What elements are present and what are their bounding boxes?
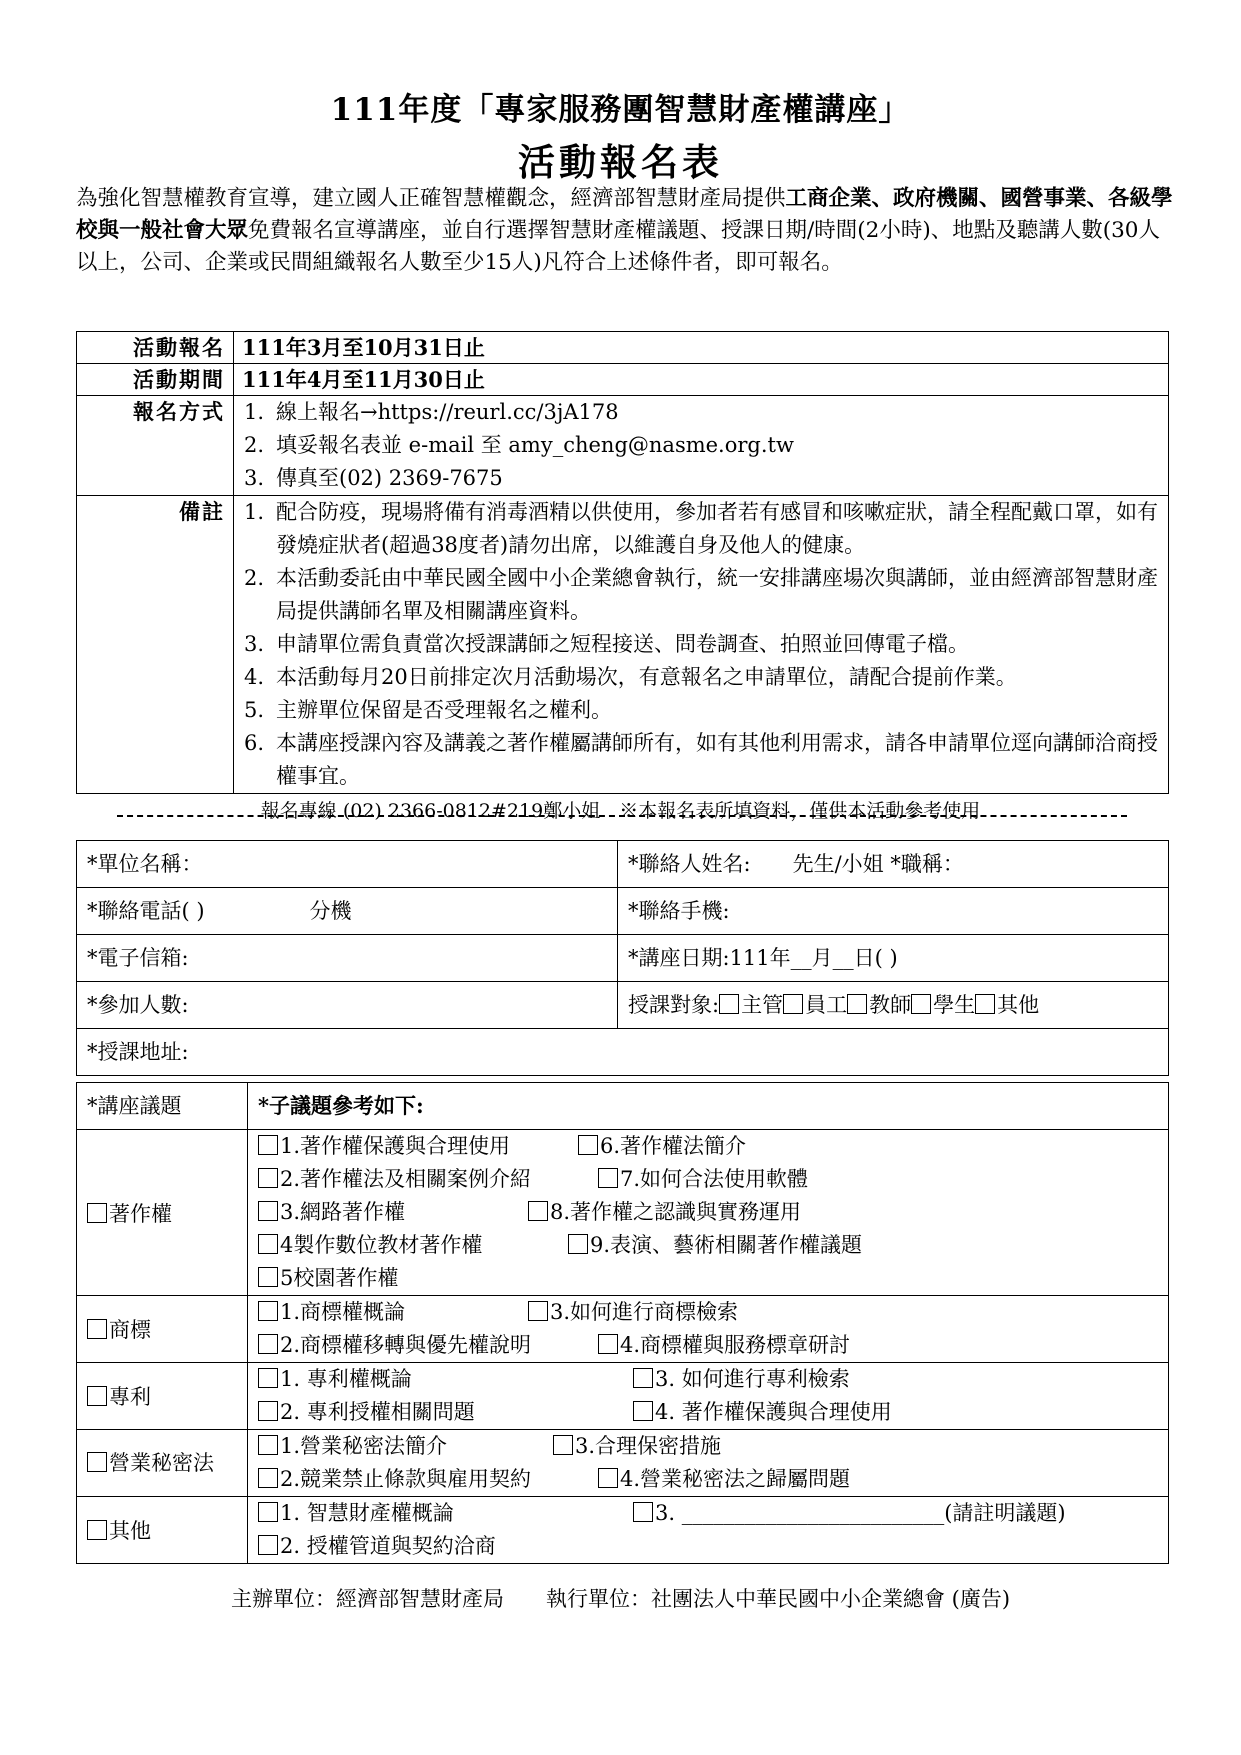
subtopic-row: 4製作數位教材著作權 9.表演、藝術相關著作權議題 (258, 1229, 1168, 1262)
people-field[interactable]: *參加人數: (77, 982, 618, 1029)
subtopics-patent (248, 1363, 1169, 1430)
address-field[interactable]: *授課地址: (77, 1029, 1169, 1076)
subtopic-row: 2. 專利授權相關問題 4. 著作權保護與合理使用 (258, 1396, 1168, 1429)
subtopic-checkbox[interactable] (528, 1301, 548, 1321)
subtopic-checkbox[interactable] (258, 1301, 278, 1321)
subtopic-row: 2. 授權管道與契約洽商 (258, 1530, 1168, 1563)
topics-header-left: *講座議題 (77, 1083, 248, 1130)
applicant-form-table (76, 840, 1169, 1076)
topics-table (76, 1082, 1169, 1564)
subtopic-checkbox[interactable] (633, 1401, 653, 1421)
subtopics-copyright (248, 1130, 1169, 1296)
period-label: 活動期間 (77, 364, 234, 396)
audience-option: 學生 (933, 993, 976, 1017)
subtopic-checkbox[interactable] (598, 1468, 618, 1488)
subtopic-row: 1.營業秘密法簡介 3.合理保密措施 (258, 1430, 1168, 1463)
method-item: 2. 填妥報名表並 e-mail 至 amy_cheng@nasme.org.tw (244, 433, 794, 457)
notes-label: 備註 (77, 496, 234, 794)
subtopic-row: 5校園著作權 (258, 1262, 1168, 1295)
subtopic-row: 2.著作權法及相關案例介紹 7.如何合法使用軟體 (258, 1163, 1168, 1196)
title-line-1: 111年度「專家服務團智慧財產權講座」 (330, 92, 911, 128)
audience-checkbox[interactable] (847, 994, 867, 1014)
subtopic-checkbox[interactable] (633, 1368, 653, 1388)
period-value: 111年4月至11月30日止 (234, 364, 1169, 396)
intro-paragraph (76, 183, 1174, 279)
note-item: 6. 本講座授課內容及講義之著作權屬講師所有，如有其他利用需求，請各申請單位逕向講師洽商授權事宜。 (244, 731, 1158, 788)
subtopic-checkbox[interactable] (553, 1435, 573, 1455)
subtopic-checkbox[interactable] (258, 1267, 278, 1287)
category-trade-secret: 營業秘密法 (77, 1430, 248, 1497)
subtopic-checkbox[interactable] (258, 1334, 278, 1354)
category-checkbox[interactable] (87, 1520, 107, 1540)
method-item: 3. 傳真至(02) 2369-7675 (244, 466, 503, 490)
audience-checkbox[interactable] (911, 994, 931, 1014)
subtopic-checkbox[interactable] (578, 1135, 598, 1155)
subtopics-other (248, 1497, 1169, 1564)
subtopic-row: 2.競業禁止條款與雇用契約 4.營業秘密法之歸屬問題 (258, 1463, 1168, 1496)
mobile-field[interactable]: *聯絡手機: (618, 888, 1169, 935)
subtopic-checkbox[interactable] (258, 1201, 278, 1221)
note-item: 4. 本活動每月20日前排定次月活動場次，有意報名之申請單位，請配合提前作業。 (244, 665, 1017, 689)
category-trademark: 商標 (77, 1296, 248, 1363)
footer-organizers: 主辦單位：經濟部智慧財產局 執行單位：社團法人中華民國中小企業總會 (廣告) (230, 1587, 1011, 1611)
audience-option: 員工 (805, 993, 848, 1017)
reg-label: 活動報名 (77, 332, 234, 364)
email-field[interactable]: *電子信箱: (77, 935, 618, 982)
category-other: 其他 (77, 1497, 248, 1564)
subtopic-checkbox[interactable] (528, 1201, 548, 1221)
intro-text-2: 免費報名宣導講座，並自行選擇智慧財產權議題、授課日期/時間(2小時)、地點及聽講人數(30人以上，公司、企業或民間組織報名人數至少15人)凡符合上述條件者，即可報名。 (76, 218, 1160, 275)
phone-field[interactable]: *聯絡電話( ) 分機 (77, 888, 618, 935)
subtopic-row: 1.商標權概論 3.如何進行商標檢索 (258, 1296, 1168, 1329)
subtopic-checkbox[interactable] (258, 1435, 278, 1455)
reg-value: 111年3月至10月31日止 (234, 332, 1169, 364)
subtopic-row: 1. 專利權概論 3. 如何進行專利檢索 (258, 1363, 1168, 1396)
category-patent: 專利 (77, 1363, 248, 1430)
method-label: 報名方式 (77, 396, 234, 496)
note-item: 1. 配合防疫，現場將備有消毒酒精以供使用，參加者若有感冒和咳嗽症狀，請全程配戴口罩，如有發燒症狀者(超過38度者)請勿出席，以維護自身及他人的健康。 (244, 500, 1158, 557)
note-item: 2. 本活動委託由中華民國全國中小企業總會執行，統一安排講座場次與講師，並由經濟部智慧財產局提供講師名單及相關講座資料。 (244, 566, 1158, 623)
intro-bold-text: 工商企業、政府機關、國營事業、各級學校與一般社會大眾 (76, 186, 1173, 243)
subtopic-row: 1.著作權保護與合理使用 6.著作權法簡介 (258, 1130, 1168, 1163)
subtopic-row: 3.網路著作權 8.著作權之認識與實務運用 (258, 1196, 1168, 1229)
audience-option: 教師 (869, 993, 912, 1017)
subtopics-trade-secret (248, 1430, 1169, 1497)
subtopic-row: 2.商標權移轉與優先權說明 4.商標權與服務標章研討 (258, 1329, 1168, 1362)
subtopic-checkbox[interactable] (258, 1468, 278, 1488)
audience-field (618, 982, 1169, 1029)
contact-field[interactable]: *聯絡人姓名: 先生/小姐 *職稱： (618, 841, 1169, 888)
topics-header-right: *子議題參考如下: (248, 1083, 1169, 1130)
method-item: 1. 線上報名→https://reurl.cc/3jA178 (244, 400, 619, 424)
subtopic-checkbox[interactable] (568, 1234, 588, 1254)
category-checkbox[interactable] (87, 1452, 107, 1472)
subtopic-checkbox[interactable] (258, 1234, 278, 1254)
audience-option: 主管 (741, 993, 784, 1017)
note-item: 5. 主辦單位保留是否受理報名之權利。 (244, 698, 612, 722)
unit-field[interactable]: *單位名稱： (77, 841, 618, 888)
subtopic-checkbox[interactable] (598, 1168, 618, 1188)
method-list (234, 396, 1169, 496)
subtopic-checkbox[interactable] (258, 1368, 278, 1388)
subtopic-checkbox[interactable] (258, 1535, 278, 1555)
note-item: 3. 申請單位需負責當次授課講師之短程接送、問卷調查、拍照並回傳電子檔。 (244, 632, 969, 656)
intro-text-1: 為強化智慧權教育宣導，建立國人正確智慧權觀念，經濟部智慧財產局提供 (76, 186, 786, 211)
info-table (76, 331, 1169, 794)
category-copyright: 著作權 (77, 1130, 248, 1296)
title-line-2: 活動報名表 (518, 140, 723, 184)
category-checkbox[interactable] (87, 1319, 107, 1339)
subtopic-checkbox[interactable] (258, 1168, 278, 1188)
category-checkbox[interactable] (87, 1386, 107, 1406)
audience-label: 授課對象: (628, 993, 720, 1017)
audience-option: 其他 (997, 993, 1040, 1017)
notes-list (234, 496, 1169, 794)
subtopics-trademark (248, 1296, 1169, 1363)
subtopic-checkbox[interactable] (598, 1334, 618, 1354)
date-field[interactable]: *講座日期:111年__月__日( ) (618, 935, 1169, 982)
category-checkbox[interactable] (87, 1203, 107, 1223)
audience-checkbox[interactable] (783, 994, 803, 1014)
audience-checkbox[interactable] (719, 994, 739, 1014)
subtopic-checkbox[interactable] (258, 1135, 278, 1155)
subtopic-checkbox[interactable] (258, 1502, 278, 1522)
subtopic-checkbox[interactable] (633, 1502, 653, 1522)
hotline-text: 報名專線 (02) 2366-0812#219鄭小姐 ※本報名表所填資料，僅供本活動參考使用 (260, 800, 981, 822)
subtopic-row: 1. 智慧財產權概論 3. _________________________(請註明議題) (258, 1497, 1168, 1530)
subtopic-checkbox[interactable] (258, 1401, 278, 1421)
dashed-divider (117, 815, 1127, 817)
audience-checkbox[interactable] (975, 994, 995, 1014)
